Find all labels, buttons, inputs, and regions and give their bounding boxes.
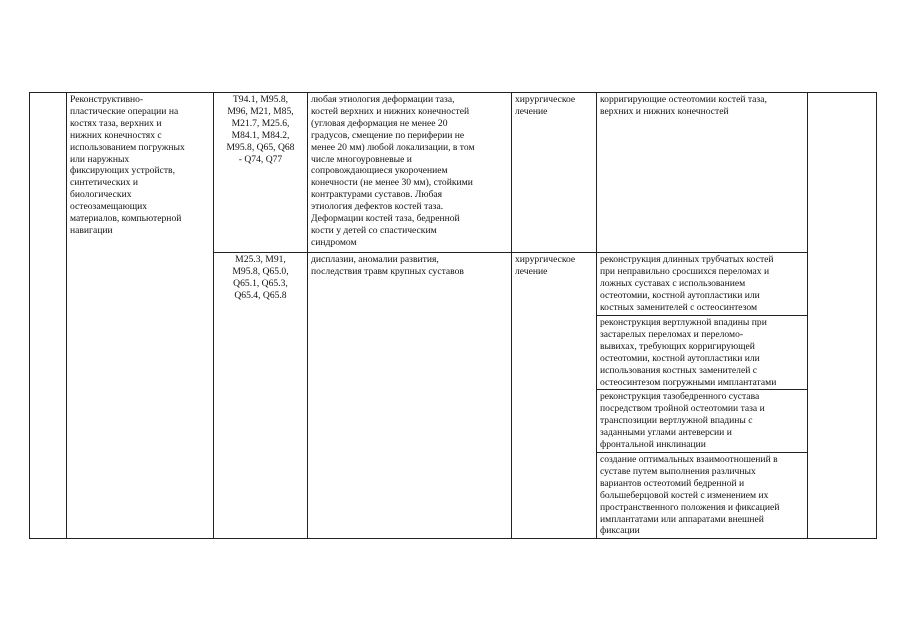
icd-codes-cell: M25.3, M91, M95.8, Q65.0, Q65.1, Q65.3, Q65.4, Q65.8 [214,253,308,539]
treatment-type-cell: хирургическое лечение [512,253,597,539]
procedure-group-name: Реконструктивно- пластические операции на костях таза, верхних и нижних конечностях с использованием погружных или наружных фиксирующих устройств, синтетических и биологических остеозамещающих материалов, компьютерной навигации [67,93,214,539]
patient-model-cell: любая этиология деформации таза, костей верхних и нижних конечностей (угловая деформация не менее 20 градусов, смещение по периферии не менее 20 мм) любой локализации, в том числе многоуровневые и сопровождающиеся укорочением конечности (не менее 30 мм), стойкими контрактурами суставов. Любая этиология дефектов костей таза. Деформации костей таза, бедренной кости у детей со спастическим синдромом [308,93,512,253]
number-cell [30,93,67,539]
table-row [30,93,877,253]
norm-cell [808,93,877,539]
icd-codes-cell: T94.1, M95.8, M96, M21, M85, M21.7, M25.6, M84.1, M84.2, M95.8, Q65, Q68 - Q74, Q77 [214,93,308,253]
method-cell: создание оптимальных взаимоотношений в суставе путем выполнения различных вариантов остеотомий бедренной и большеберцовой костей с изменением их пространственного положения и фиксацией имплантатами или аппаратами внешней фиксации [597,452,808,538]
method-cell: реконструкция тазобедренного сустава посредством тройной остеотомии таза и транспозиции вертлужной впадины с заданными углами антеверсии и фронтальной инклинации [597,390,808,453]
method-cell: реконструкция длинных трубчатых костей при неправильно сросшихся переломах и ложных суставах с использованием остеотомии, костной аутопластики или костных заменителей с остеосинтезом [597,253,808,316]
procedures-table [29,92,877,539]
method-cell: корригирующие остеотомии костей таза, верхних и нижних конечностей [597,93,808,253]
treatment-type-cell: хирургическое лечение [512,93,597,253]
patient-model-cell: дисплазии, аномалии развития, последствия травм крупных суставов [308,253,512,539]
method-cell: реконструкция вертлужной впадины при застарелых переломах и переломо- вывихах, требующих корригирующей остеотомии, костной аутопластики или использования костных заменителей с остеосинтезом погружными имплантатами [597,316,808,390]
